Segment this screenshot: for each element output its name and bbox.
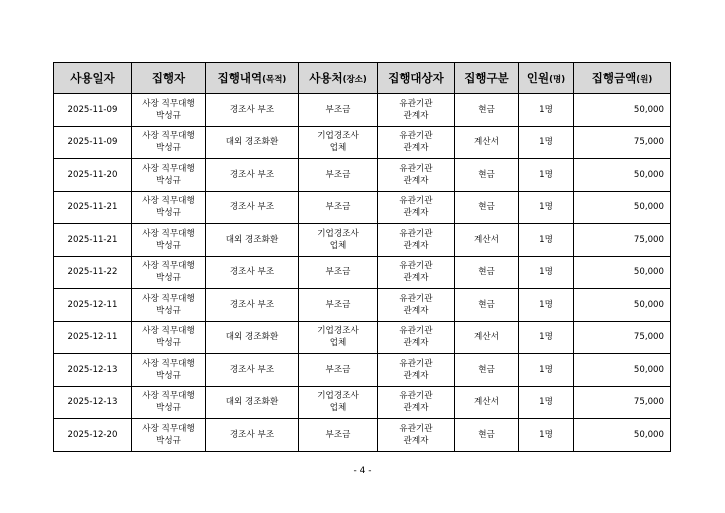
cell-type: 현금 — [455, 256, 519, 289]
table-header-row — [54, 63, 671, 94]
cell-executor: 사장 직무대행 박성규 — [132, 386, 206, 419]
cell-type: 계산서 — [455, 321, 519, 354]
cell-purpose: 경조사 부조 — [206, 94, 299, 127]
cell-target: 유관기관 관계자 — [378, 256, 455, 289]
cell-executor: 사장 직무대행 박성규 — [132, 94, 206, 127]
cell-executor: 사장 직무대행 박성규 — [132, 224, 206, 257]
cell-type: 현금 — [455, 159, 519, 192]
cell-purpose: 경조사 부조 — [206, 191, 299, 224]
cell-amount: 75,000 — [574, 224, 671, 257]
cell-count: 1명 — [519, 126, 574, 159]
cell-amount: 50,000 — [574, 191, 671, 224]
table-row — [54, 321, 671, 354]
table-row — [54, 419, 671, 452]
cell-place: 부조금 — [299, 191, 378, 224]
cell-count: 1명 — [519, 256, 574, 289]
cell-count: 1명 — [519, 191, 574, 224]
cell-date: 2025-11-20 — [54, 159, 132, 192]
cell-place: 기업경조사 업체 — [299, 224, 378, 257]
cell-date: 2025-12-11 — [54, 321, 132, 354]
table-row — [54, 354, 671, 387]
cell-amount: 50,000 — [574, 159, 671, 192]
cell-date: 2025-12-13 — [54, 354, 132, 387]
header-executor: 집행자 — [132, 63, 206, 94]
cell-purpose: 경조사 부조 — [206, 354, 299, 387]
cell-place: 부조금 — [299, 94, 378, 127]
cell-amount: 75,000 — [574, 126, 671, 159]
cell-target: 유관기관 관계자 — [378, 94, 455, 127]
header-type: 집행구분 — [455, 63, 519, 94]
cell-purpose: 대외 경조화환 — [206, 224, 299, 257]
header-target: 집행대상자 — [378, 63, 455, 94]
cell-count: 1명 — [519, 386, 574, 419]
table-row — [54, 256, 671, 289]
cell-type: 현금 — [455, 289, 519, 322]
cell-place: 기업경조사 업체 — [299, 321, 378, 354]
table-row — [54, 159, 671, 192]
header-count: 인원(명) — [519, 63, 574, 94]
cell-place: 부조금 — [299, 419, 378, 452]
header-date: 사용일자 — [54, 63, 132, 94]
cell-purpose: 경조사 부조 — [206, 289, 299, 322]
table-row — [54, 289, 671, 322]
cell-count: 1명 — [519, 354, 574, 387]
cell-amount: 50,000 — [574, 289, 671, 322]
cell-purpose: 대외 경조화환 — [206, 321, 299, 354]
cell-date: 2025-11-22 — [54, 256, 132, 289]
cell-place: 부조금 — [299, 159, 378, 192]
cell-target: 유관기관 관계자 — [378, 191, 455, 224]
cell-amount: 75,000 — [574, 386, 671, 419]
cell-purpose: 경조사 부조 — [206, 256, 299, 289]
cell-executor: 사장 직무대행 박성규 — [132, 126, 206, 159]
cell-count: 1명 — [519, 94, 574, 127]
header-place: 사용처(장소) — [299, 63, 378, 94]
cell-count: 1명 — [519, 419, 574, 452]
cell-type: 현금 — [455, 94, 519, 127]
cell-type: 현금 — [455, 419, 519, 452]
cell-target: 유관기관 관계자 — [378, 354, 455, 387]
cell-purpose: 경조사 부조 — [206, 419, 299, 452]
cell-target: 유관기관 관계자 — [378, 386, 455, 419]
cell-purpose: 대외 경조화환 — [206, 126, 299, 159]
cell-date: 2025-12-13 — [54, 386, 132, 419]
cell-place: 부조금 — [299, 289, 378, 322]
table-row — [54, 386, 671, 419]
cell-executor: 사장 직무대행 박성규 — [132, 256, 206, 289]
cell-date: 2025-12-20 — [54, 419, 132, 452]
page-number: - 4 - — [353, 466, 372, 476]
table-row — [54, 191, 671, 224]
cell-type: 현금 — [455, 191, 519, 224]
table-body — [54, 94, 671, 452]
cell-place: 부조금 — [299, 256, 378, 289]
cell-date: 2025-11-21 — [54, 191, 132, 224]
cell-place: 기업경조사 업체 — [299, 386, 378, 419]
cell-executor: 사장 직무대행 박성규 — [132, 419, 206, 452]
cell-type: 계산서 — [455, 386, 519, 419]
cell-amount: 50,000 — [574, 256, 671, 289]
cell-executor: 사장 직무대행 박성규 — [132, 289, 206, 322]
table-row — [54, 126, 671, 159]
cell-target: 유관기관 관계자 — [378, 289, 455, 322]
table-row — [54, 224, 671, 257]
cell-count: 1명 — [519, 321, 574, 354]
cell-amount: 50,000 — [574, 354, 671, 387]
cell-target: 유관기관 관계자 — [378, 419, 455, 452]
header-amount: 집행금액(원) — [574, 63, 671, 94]
cell-executor: 사장 직무대행 박성규 — [132, 191, 206, 224]
cell-amount: 50,000 — [574, 419, 671, 452]
cell-date: 2025-11-21 — [54, 224, 132, 257]
cell-place: 부조금 — [299, 354, 378, 387]
cell-amount: 50,000 — [574, 94, 671, 127]
cell-target: 유관기관 관계자 — [378, 126, 455, 159]
cell-count: 1명 — [519, 224, 574, 257]
cell-place: 기업경조사 업체 — [299, 126, 378, 159]
cell-type: 계산서 — [455, 224, 519, 257]
cell-date: 2025-12-11 — [54, 289, 132, 322]
header-purpose: 집행내역(목적) — [206, 63, 299, 94]
table-row — [54, 94, 671, 127]
cell-date: 2025-11-09 — [54, 94, 132, 127]
cell-target: 유관기관 관계자 — [378, 224, 455, 257]
cell-target: 유관기관 관계자 — [378, 321, 455, 354]
cell-count: 1명 — [519, 289, 574, 322]
cell-target: 유관기관 관계자 — [378, 159, 455, 192]
cell-amount: 75,000 — [574, 321, 671, 354]
cell-executor: 사장 직무대행 박성규 — [132, 321, 206, 354]
cell-purpose: 경조사 부조 — [206, 159, 299, 192]
cell-type: 현금 — [455, 354, 519, 387]
cell-type: 계산서 — [455, 126, 519, 159]
cell-date: 2025-11-09 — [54, 126, 132, 159]
cell-executor: 사장 직무대행 박성규 — [132, 354, 206, 387]
expense-table — [53, 62, 671, 452]
cell-purpose: 대외 경조화환 — [206, 386, 299, 419]
cell-count: 1명 — [519, 159, 574, 192]
cell-executor: 사장 직무대행 박성규 — [132, 159, 206, 192]
